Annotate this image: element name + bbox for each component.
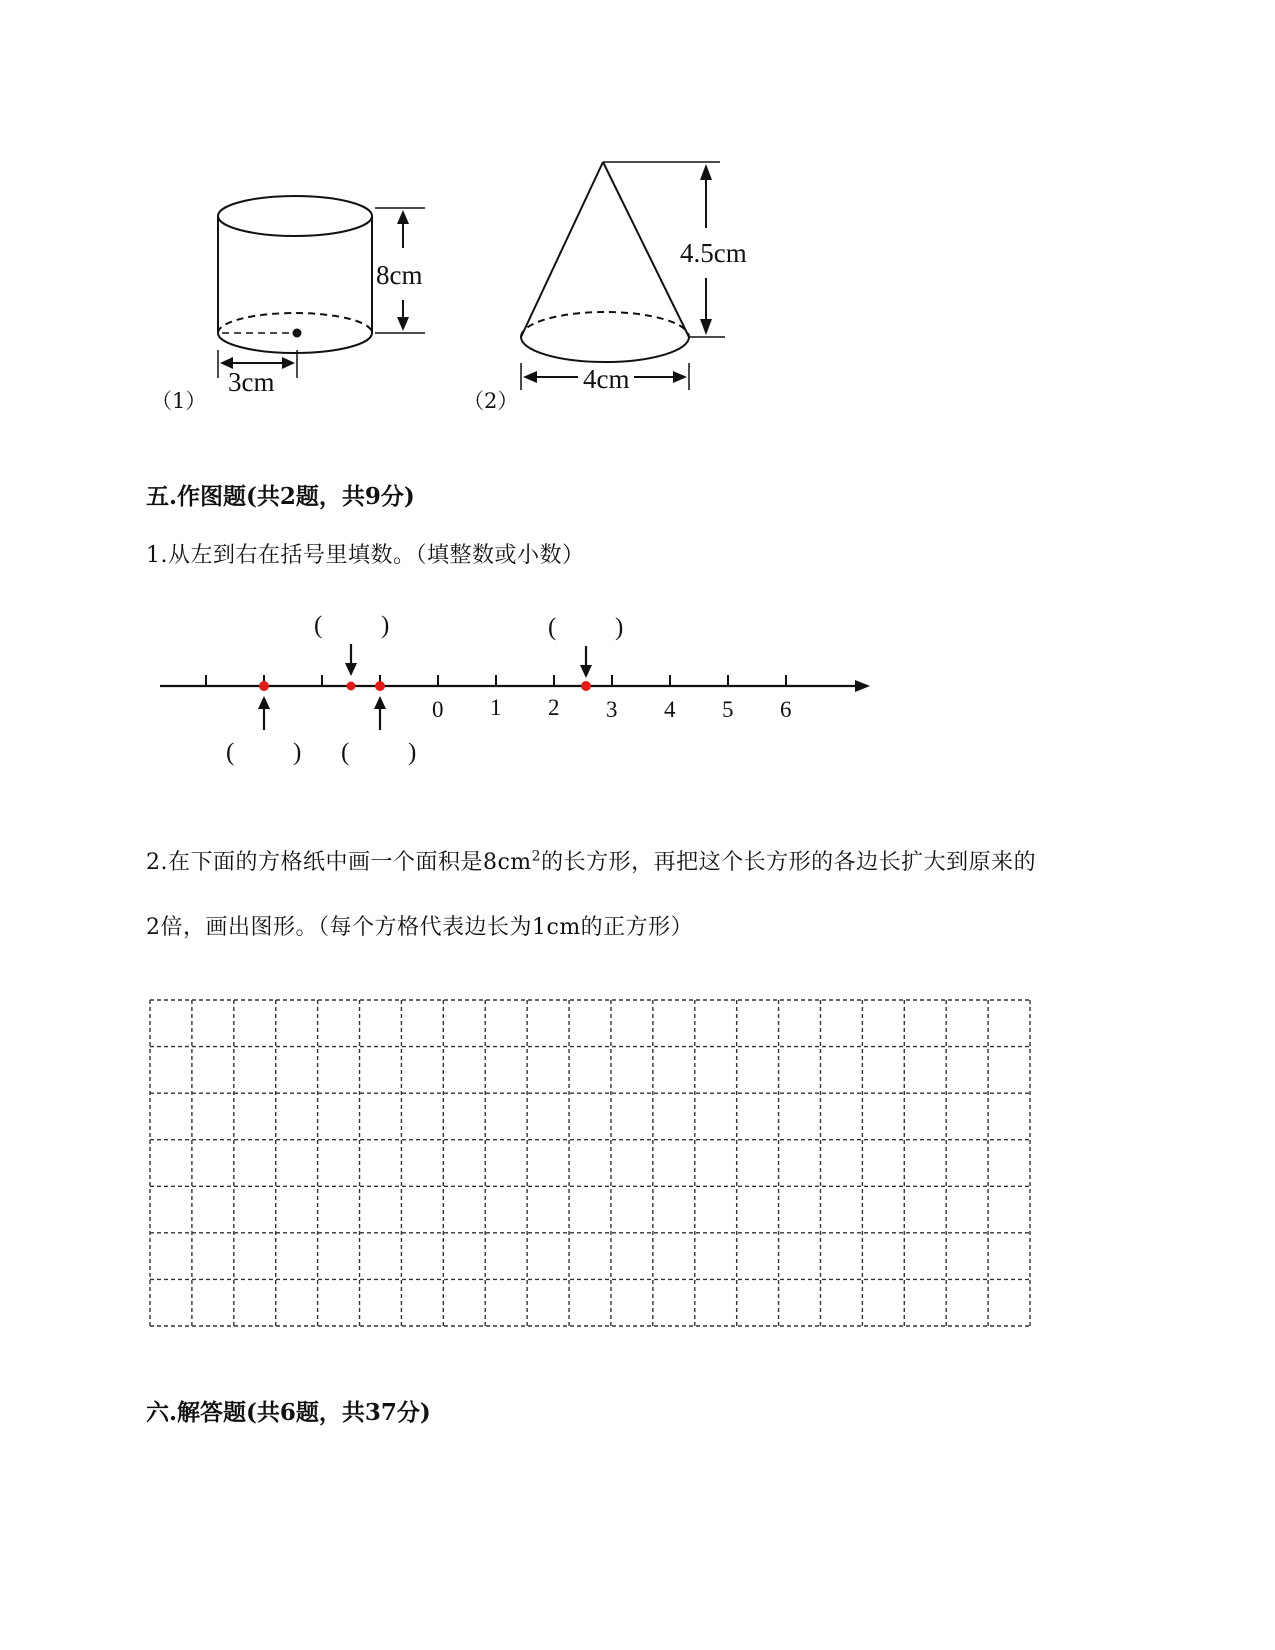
answer-blank-c-close: ) — [408, 739, 417, 766]
cone-diameter-label: 4cm — [583, 364, 630, 394]
tick-label-3: 3 — [606, 697, 618, 722]
section-5-heading: 五.作图题(共2题，共9分) — [146, 483, 415, 510]
cone-height-label: 4.5cm — [680, 238, 747, 268]
question-2-line-2: 2倍，画出图形。（每个方格代表边长为1cm的正方形） — [146, 915, 694, 940]
superscript-2: 2 — [531, 848, 542, 865]
cylinder-figure — [0, 0, 1275, 440]
tick-label-5: 5 — [722, 697, 734, 722]
section-6-heading: 六.解答题(共6题，共37分) — [146, 1399, 431, 1426]
figure-1-label: （1） — [151, 389, 207, 413]
answer-blank-c-open: ( — [341, 739, 350, 766]
tick-label-1: 1 — [490, 695, 502, 720]
cone-base-front — [521, 337, 689, 362]
tick-label-4: 4 — [664, 697, 676, 722]
number-line — [0, 600, 1275, 800]
answer-blank-d-close: ) — [615, 614, 624, 641]
tick-label-0: 0 — [432, 697, 444, 722]
cone-base-back — [521, 312, 689, 337]
point-c — [375, 681, 385, 691]
answer-blank-a-close: ) — [293, 739, 302, 766]
cylinder-top — [218, 196, 372, 236]
answer-blank-d-open: ( — [548, 614, 557, 641]
cylinder-height-label: 8cm — [376, 260, 423, 290]
square-grid-paper[interactable] — [148, 998, 1032, 1328]
answer-blank-b-open: ( — [314, 612, 323, 639]
question-1-text: 1.从左到右在括号里填数。（填整数或小数） — [146, 543, 585, 568]
figure-2-label: （2） — [463, 389, 519, 413]
number-line-arrowhead — [855, 680, 870, 692]
point-a — [259, 681, 269, 691]
answer-blank-b-close: ) — [381, 612, 390, 639]
tick-label-2: 2 — [548, 695, 560, 720]
point-d — [581, 681, 591, 691]
question-2-line-1: 2.在下面的方格纸中画一个面积是$8cm^2$的长方形，再把这个长方形的各边长扩大到原来的 — [146, 848, 1037, 875]
cone-left-side — [521, 162, 603, 337]
cylinder-center-dot — [293, 329, 302, 338]
cylinder-radius-label: 3cm — [228, 367, 275, 397]
answer-blank-a-open: ( — [226, 739, 235, 766]
cone-right-side — [603, 162, 689, 337]
tick-label-6: 6 — [780, 697, 792, 722]
point-b — [347, 682, 356, 691]
